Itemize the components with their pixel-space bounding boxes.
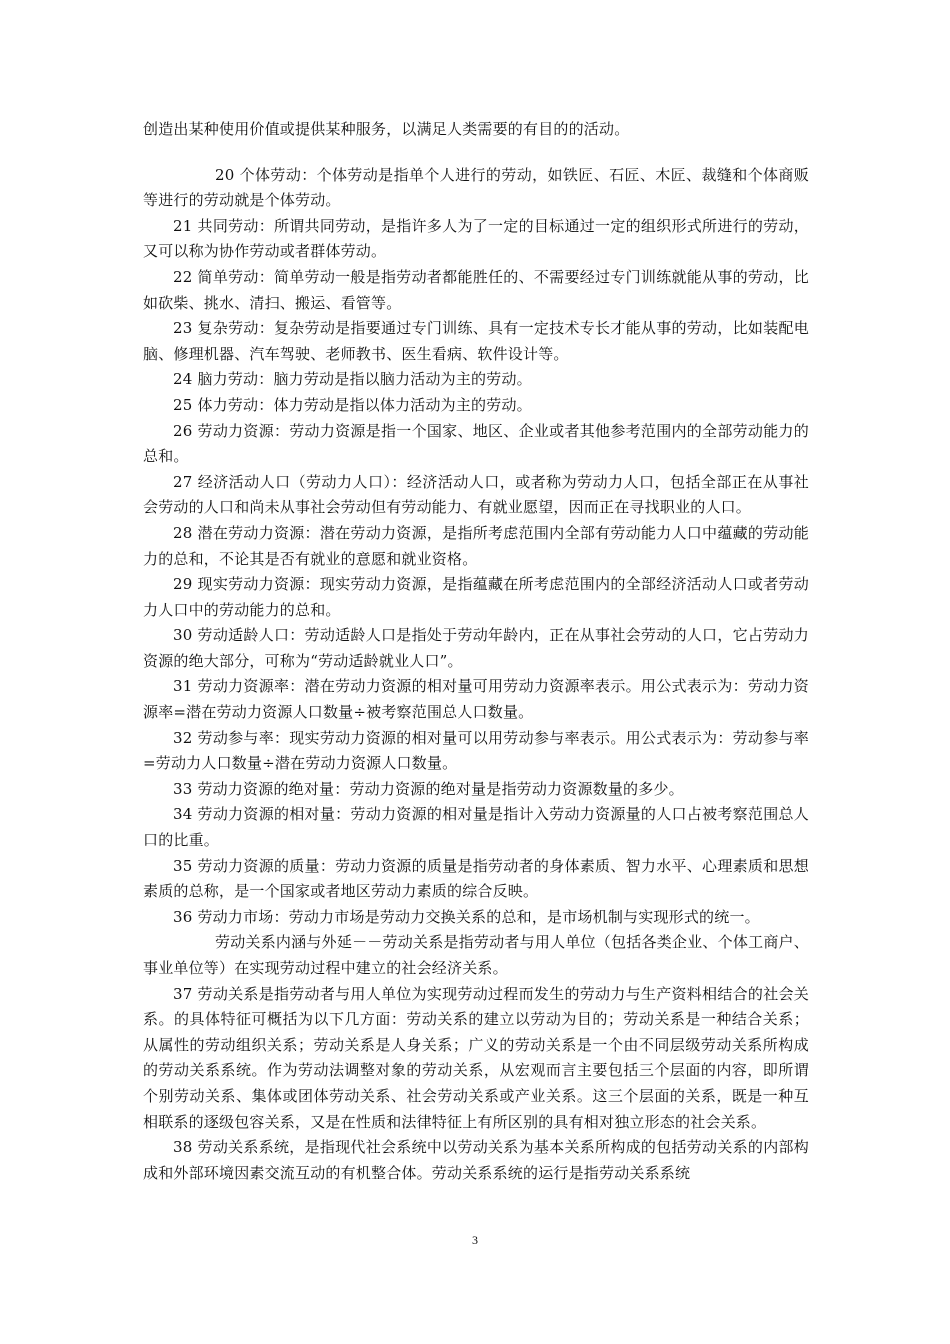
paragraph-25: 25 体力劳动：体力劳动是指以体力活动为主的劳动。 <box>173 395 532 414</box>
paragraph-36: 36 劳动力市场：劳动力市场是劳动力交换关系的总和，是市场机制与实现形式的统一。 <box>173 907 760 926</box>
paragraph-27: 27 经济活动人口（劳动力人口）：经济活动人口，或者称为劳动力人口，包括全部正在从事社会劳动的人口和尚未从事社会劳动但有劳动能力、有就业愿望，因而正在寻找职业的人口。 <box>143 472 809 517</box>
paragraph-31: 31 劳动力资源率：潜在劳动力资源的相对量可用劳动力资源率表示。用公式表示为：劳动力资源率=潜在劳动力资源人口数量÷被考察范围总人口数量。 <box>143 677 809 722</box>
paragraph-23: 23 复杂劳动：复杂劳动是指要通过专门训练、具有一定技术专长才能从事的劳动，比如装配电脑、修理机器、汽车驾驶、老师教书、医生看病、软件设计等。 <box>143 319 809 363</box>
paragraph-29: 29 现实劳动力资源：现实劳动力资源，是指蕴藏在所考虑范围内的全部经济活动人口或者劳动力人口中的劳动能力的总和。 <box>143 575 809 619</box>
paragraph-22: 22 简单劳动：简单劳动一般是指劳动者都能胜任的、不需要经过专门训练就能从事的劳动，比如砍柴、挑水、清扫、搬运、看管等。 <box>143 267 809 312</box>
paragraph-32: 32 劳动参与率：现实劳动力资源的相对量可以用劳动参与率表示。用公式表示为：劳动参与率=劳动力人口数量÷潜在劳动力资源人口数量。 <box>143 728 809 773</box>
paragraph-28: 28 潜在劳动力资源：潜在劳动力资源，是指所考虑范围内全部有劳动能力人口中蕴藏的劳动能力的总和，不论其是否有就业的意愿和就业资格。 <box>143 523 809 568</box>
paragraph-33: 33 劳动力资源的绝对量：劳动力资源的绝对量是指劳动力资源数量的多少。 <box>173 779 684 798</box>
paragraph-30: 30 劳动适龄人口：劳动适龄人口是指处于劳动年龄内，正在从事社会劳动的人口，它占劳动力资源的绝大部分，可称为“劳动适龄就业人口”。 <box>143 626 809 670</box>
paragraph-24: 24 脑力劳动：脑力劳动是指以脑力活动为主的劳动。 <box>173 370 532 389</box>
document-body <box>143 117 809 1186</box>
paragraph-20: 20 个体劳动：个体劳动是指单个人进行的劳动，如铁匠、石匠、木匠、裁缝和个体商贩等进行的劳动就是个体劳动。 <box>143 165 809 210</box>
paragraph-35: 35 劳动力资源的质量：劳动力资源的质量是指劳动者的身体素质、智力水平、心理素质和思想素质的总称，是一个国家或者地区劳动力素质的综合反映。 <box>143 856 809 901</box>
paragraph-21: 21 共同劳动：所谓共同劳动，是指许多人为了一定的目标通过一定的组织形式所进行的劳动，又可以称为协作劳动或者群体劳动。 <box>143 216 809 261</box>
paragraph-labor-relations: 劳动关系内涵与外延－－劳动关系是指劳动者与用人单位（包括各类企业、个体工商户、事业单位等）在实现劳动过程中建立的社会经济关系。 <box>143 933 809 977</box>
paragraph-26: 26 劳动力资源：劳动力资源是指一个国家、地区、企业或者其他参考范围内的全部劳动能力的总和。 <box>143 421 809 466</box>
paragraph-34: 34 劳动力资源的相对量：劳动力资源的相对量是指计入劳动力资源量的人口占被考察范围总人口的比重。 <box>143 805 809 850</box>
paragraph-continuation: 创造出某种使用价值或提供某种服务，以满足人类需要的有目的的活动。 <box>143 120 630 138</box>
paragraph-37: 37 劳动关系是指劳动者与用人单位为实现劳动过程而发生的劳动力与生产资料相结合的社会关系。的具体特征可概括为以下几方面：劳动关系的建立以劳动为目的；劳动关系是一种结合关系；从属性的劳动组织关系；劳动关系是人身关系；广义的劳动关系是一个由不同层级劳动关系所构成的劳动关系系统。作为劳动法调整对象的劳动关系，从宏观而言主要包括三个层面的内容，即所谓个别劳动关系、集体或团体劳动关系、社会劳动关系或产业关系。这三个层面的关系，既是一种互相联系的逐级包容关系，又是在性质和法律特征上有所区别的具有相对独立形态的社会关系。 <box>143 984 809 1131</box>
page-number: 3 <box>472 1233 478 1247</box>
paragraph-38: 38 劳动关系系统，是指现代社会系统中以劳动关系为基本关系所构成的包括劳动关系的内部构成和外部环境因素交流互动的有机整合体。劳动关系系统的运行是指劳动关系系统 <box>143 1138 809 1182</box>
